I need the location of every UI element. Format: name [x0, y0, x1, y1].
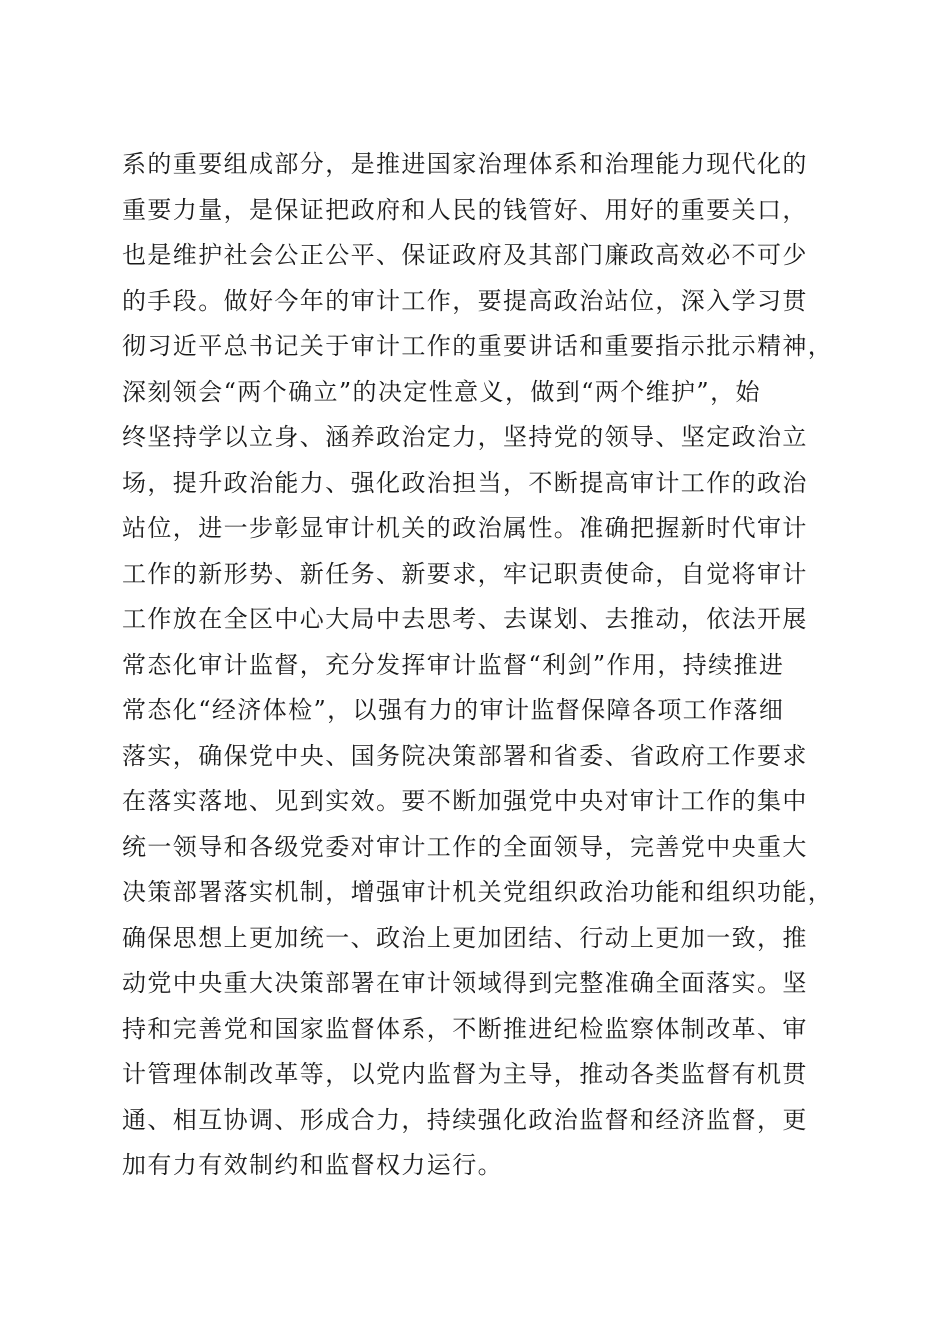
text-line: 工作放在全区中心大局中去思考、去谋划、去推动，依法开展 — [122, 605, 808, 633]
text-line: 深刻领会“两个确立”的决定性意义，做到“两个维护”，始 — [122, 377, 761, 406]
text-line: 持和完善党和国家监督体系，不断推进纪检监察体制改革、审 — [122, 1014, 808, 1043]
text-line: 系的重要组成部分，是推进国家治理体系和治理能力现代化的 — [122, 150, 808, 178]
text-line: 站位，进一步彰显审计机关的政治属性。准确把握新时代审计 — [122, 514, 808, 542]
text-line: 也是维护社会公正公平、保证政府及其部门廉政高效必不可少 — [122, 241, 808, 269]
text-line: 终坚持学以立身、涵养政治定力，坚持党的领导、坚定政治立 — [122, 423, 808, 451]
text-line: 确保思想上更加统一、政治上更加团结、行动上更加一致，推 — [122, 923, 808, 952]
text-line: 动党中央重大决策部署在审计领域得到完整准确全面落实。坚 — [122, 969, 808, 997]
text-line: 场，提升政治能力、强化政治担当，不断提高审计工作的政治 — [122, 468, 808, 497]
text-line: 重要力量，是保证把政府和人民的钱管好、用好的重要关口， — [122, 195, 808, 224]
text-line: 工作的新形势、新任务、新要求，牢记职责使命，自觉将审计 — [122, 559, 808, 588]
text-line: 常态化“经济体检”，以强有力的审计监督保障各项工作落细 — [122, 696, 785, 724]
text-line: 计管理体制改革等，以党内监督为主导，推动各类监督有机贯 — [122, 1060, 808, 1088]
text-line: 通、相互协调、形成合力，持续强化政治监督和经济监督，更 — [122, 1105, 808, 1134]
document-body — [122, 142, 842, 1189]
text-line: 常态化审计监督，充分发挥审计监督“利剑”作用，持续推进 — [122, 650, 785, 679]
text-line: 的手段。做好今年的审计工作，要提高政治站位，深入学习贯 — [122, 286, 808, 315]
text-line: 在落实落地、见到实效。要不断加强党中央对审计工作的集中 — [122, 787, 808, 815]
text-line: 加有力有效制约和监督权力运行。 — [122, 1151, 503, 1179]
text-line: 统一领导和各级党委对审计工作的全面领导，完善党中央重大 — [122, 832, 808, 861]
text-line: 落实，确保党中央、国务院决策部署和省委、省政府工作要求 — [122, 741, 808, 770]
text-line: 决策部署落实机制，增强审计机关党组织政治功能和组织功能， — [122, 878, 834, 906]
text-line: 彻习近平总书记关于审计工作的重要讲话和重要指示批示精神， — [122, 332, 834, 360]
